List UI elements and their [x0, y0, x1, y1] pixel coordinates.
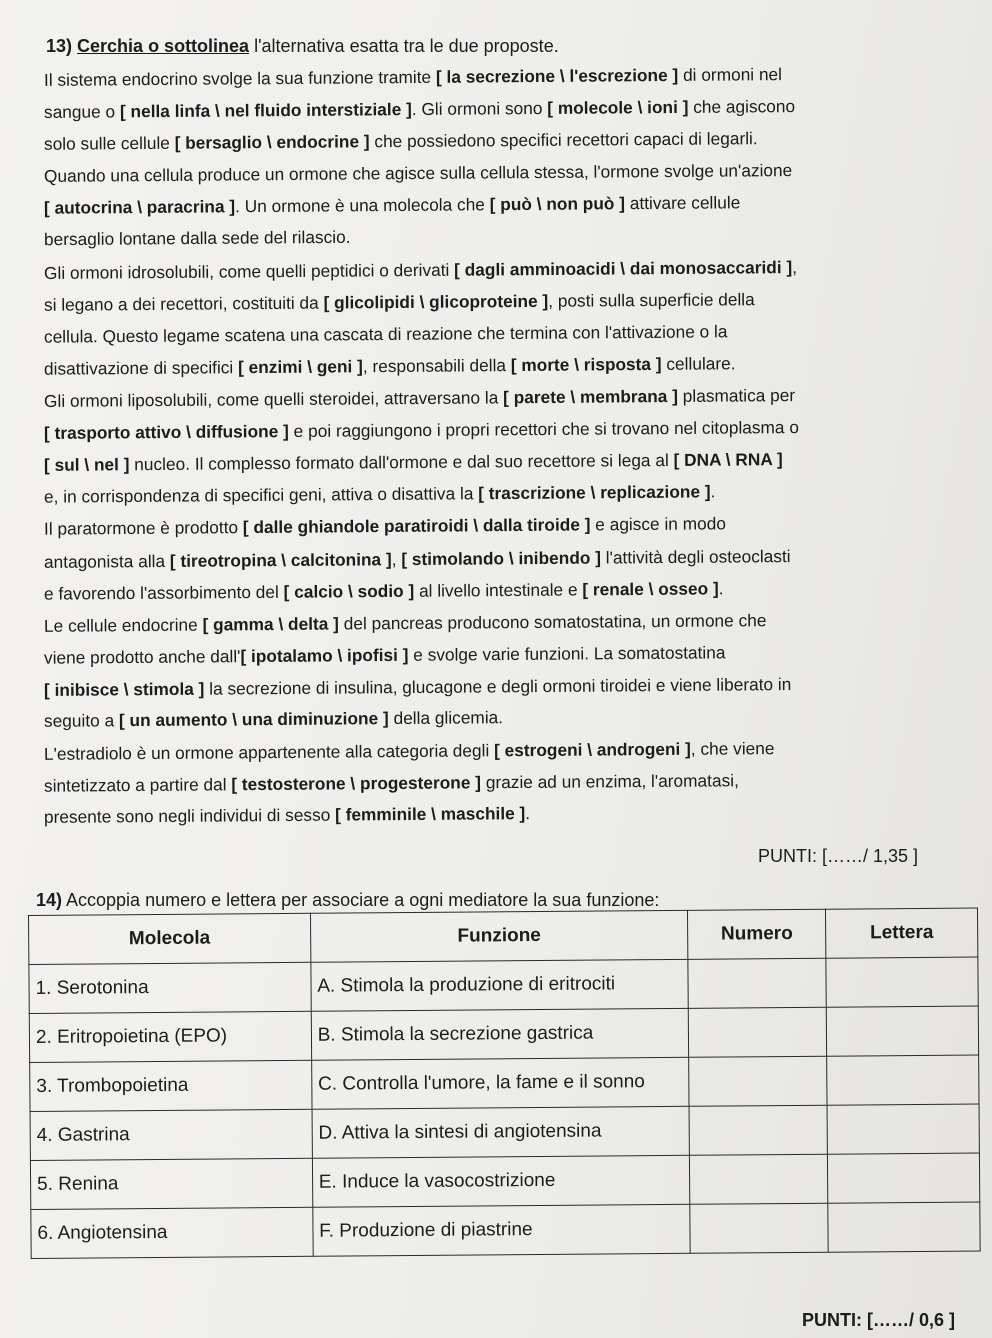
text-segment: plasmatica per: [677, 385, 796, 406]
numero-answer-cell[interactable]: [689, 1105, 827, 1155]
text-segment: della glicemia.: [388, 707, 504, 729]
text-segment: Il sistema endocrino svolge la sua funzione tramite: [43, 66, 436, 90]
text-segment: , posti sulla superficie della: [548, 288, 755, 311]
text-segment: che agiscono: [688, 96, 796, 117]
choice-option-pair[interactable]: [ un aumento \ una diminuzione ]: [118, 708, 389, 731]
choice-option-pair[interactable]: [ ipotalamo \ ipofisi ]: [240, 644, 409, 666]
choice-option-pair[interactable]: [ dalle ghiandole paratiroidi \ dalla tiroide ]: [242, 514, 591, 538]
paragraph-line: [44, 802, 530, 828]
paragraph-line: [44, 384, 795, 412]
funzione-cell: A. Stimola la produzione di eritrociti: [311, 959, 689, 1011]
question-13-title: [46, 36, 559, 57]
text-segment: del pancreas producono somatostatina, un ormone che: [338, 609, 767, 634]
choice-option-pair[interactable]: [ stimolando \ inibendo ]: [401, 547, 602, 569]
paragraph-line: [44, 416, 799, 444]
paragraph-line: [44, 320, 728, 347]
table-row: [29, 1006, 978, 1062]
text-segment: Il paratormone è prodotto: [43, 517, 243, 540]
text-segment: ,: [391, 548, 402, 569]
text-segment: .: [718, 577, 724, 598]
text-segment: cellulare.: [661, 353, 736, 374]
question-13-number: 13): [46, 36, 73, 56]
choice-option-pair[interactable]: [ dagli amminoacidi \ dai monosaccaridi ]: [454, 256, 793, 280]
choice-option-pair[interactable]: [ gamma \ delta ]: [202, 613, 339, 635]
text-segment: e poi raggiungono i propri recettori che si trovano nel citoplasma o: [288, 417, 799, 442]
paragraph-line: [44, 159, 792, 187]
question-13-points: PUNTI: [……/ 1,35 ]: [758, 846, 919, 866]
text-segment: Quando una cellula produce un ormone che agisce sulla cellula stessa, l'ormone svolge un'azione: [43, 160, 793, 187]
paragraph-line: [44, 95, 795, 123]
molecola-cell: 1. Serotonina: [29, 962, 311, 1013]
choice-option-pair[interactable]: [ può \ non può ]: [489, 193, 626, 215]
text-segment: . Gli ormoni sono: [411, 98, 548, 120]
choice-option-pair[interactable]: [ renale \ osseo ]: [582, 577, 719, 600]
lettera-answer-cell[interactable]: [828, 1202, 980, 1252]
numero-answer-cell[interactable]: [689, 1056, 827, 1106]
text-segment: solo sulle cellule: [43, 132, 175, 154]
lettera-answer-cell[interactable]: [827, 1055, 979, 1105]
text-segment: sangue o: [43, 101, 121, 123]
text-segment: .: [525, 803, 531, 824]
choice-option-pair[interactable]: [ bersaglio \ endocrine ]: [174, 131, 370, 153]
table-row: [31, 1202, 980, 1258]
choice-option-pair[interactable]: [ la secrezione \ l'escrezione ]: [435, 64, 679, 87]
funzione-cell: C. Controlla l'umore, la fame e il sonno: [311, 1057, 689, 1109]
molecola-cell: 5. Renina: [30, 1158, 312, 1209]
funzione-cell: B. Stimola la secrezione gastrica: [311, 1008, 689, 1060]
paragraph-line: [44, 609, 767, 637]
question-14-title: [36, 890, 659, 911]
paragraph-line: [44, 127, 758, 155]
table-row: [30, 1153, 979, 1209]
text-segment: che possiedono specifici recettori capaci di legarli.: [369, 128, 758, 152]
question-13-instruction-underlined: Cerchia o sottolinea: [77, 36, 250, 56]
numero-answer-cell[interactable]: [689, 1007, 827, 1057]
text-segment: Gli ormoni idrosolubili, come quelli peptidici o derivati: [43, 259, 455, 283]
header-lettera: Lettera: [826, 908, 978, 958]
paragraph-line: [44, 481, 716, 508]
header-funzione: Funzione: [310, 910, 688, 962]
lettera-answer-cell[interactable]: [827, 1104, 979, 1154]
question-14-instruction: Accoppia numero e lettera per associare a ogni mediatore la sua funzione:: [62, 890, 660, 910]
text-segment: al livello intestinale e: [414, 579, 583, 601]
text-segment: di ormoni nel: [678, 64, 783, 85]
molecola-cell: 3. Trombopoietina: [30, 1060, 312, 1111]
text-segment: Gli ormoni liposolubili, come quelli steroidei, attraversano la: [43, 387, 504, 411]
numero-answer-cell[interactable]: [690, 1154, 828, 1204]
question-14-number: 14): [36, 890, 63, 910]
text-segment: , responsabili della: [362, 354, 511, 377]
paragraph-line: [44, 288, 755, 316]
text-segment: nucleo. Il complesso formato dall'ormone e dal suo recettore si lega al: [129, 450, 674, 475]
funzione-cell: E. Induce la vasocostrizione: [312, 1155, 690, 1207]
funzione-cell: D. Attiva la sintesi di angiotensina: [312, 1106, 690, 1158]
paragraph-line: [44, 352, 736, 379]
molecola-cell: 4. Gastrina: [30, 1109, 312, 1160]
lettera-answer-cell[interactable]: [826, 957, 978, 1007]
text-segment: sintetizzato a partire dal: [43, 774, 232, 796]
choice-option-pair[interactable]: [ trascrizione \ replicazione ]: [478, 481, 711, 504]
choice-option-pair[interactable]: [ calcio \ sodio ]: [283, 580, 415, 602]
paragraph-line: [44, 192, 740, 219]
header-numero: Numero: [688, 909, 826, 959]
text-segment: disattivazione di specifici: [43, 357, 239, 379]
matching-table: [28, 908, 981, 1259]
matching-table-header-row: [29, 908, 978, 964]
choice-option-pair[interactable]: [ nella linfa \ nel fluido interstiziale ]: [119, 99, 412, 122]
text-segment: si legano a dei recettori, costituiti da: [43, 292, 324, 315]
text-segment: L'estradiolo è un ormone appartenente alla categoria degli: [43, 740, 495, 764]
text-segment: presente sono negli individui di sesso: [43, 804, 336, 828]
paragraph-line: [44, 63, 782, 91]
text-segment: ,: [792, 256, 798, 277]
text-segment: l'attività degli osteoclasti: [600, 545, 791, 568]
text-segment: bersaglio lontane dalla sede del rilascio.: [43, 226, 351, 249]
lettera-answer-cell[interactable]: [828, 1153, 980, 1203]
paragraph-line: [44, 673, 791, 701]
paragraph-line: [44, 256, 797, 284]
molecola-cell: 6. Angiotensina: [31, 1207, 313, 1258]
question-14-points: PUNTI: [……/ 0,6 ]: [802, 1310, 956, 1330]
paragraph-line: [44, 577, 724, 604]
table-row: [29, 957, 978, 1013]
text-segment: , che viene: [690, 738, 775, 759]
table-row: [30, 1104, 979, 1160]
text-segment: antagonista alla: [43, 550, 170, 572]
text-segment: e favorendo l'assorbimento del: [43, 581, 284, 604]
choice-option-pair[interactable]: [ femminile \ maschile ]: [335, 803, 526, 825]
text-segment: la secrezione di insulina, glucagone e degli ormoni tiroidei e viene liberato in: [204, 673, 792, 699]
text-segment: viene prodotto anche dall': [43, 645, 241, 668]
table-row: [30, 1055, 979, 1111]
choice-option-pair[interactable]: [ DNA \ RNA ]: [673, 449, 783, 471]
lettera-answer-cell[interactable]: [826, 1006, 978, 1056]
paragraph-line: [44, 706, 503, 732]
molecola-cell: 2. Eritropoietina (EPO): [29, 1011, 311, 1062]
numero-answer-cell[interactable]: [688, 958, 826, 1008]
paragraph-line: [44, 513, 726, 540]
paragraph-line: [44, 769, 739, 796]
choice-option-pair[interactable]: [ autocrina \ paracrina ]: [43, 196, 236, 219]
text-segment: . Un ormone è una molecola che: [235, 194, 490, 217]
choice-option-pair[interactable]: [ testosterone \ progesterone ]: [231, 772, 482, 795]
text-segment: seguito a: [43, 710, 120, 731]
choice-option-pair[interactable]: [ parete \ membrana ]: [503, 385, 679, 408]
text-segment: e svolge varie funzioni. La somatostatina: [408, 642, 726, 665]
text-segment: .: [710, 481, 716, 502]
paragraph-line: [44, 448, 783, 476]
numero-answer-cell[interactable]: [690, 1203, 828, 1253]
funzione-cell: F. Produzione di piastrine: [313, 1204, 691, 1256]
paragraph-line: [44, 225, 351, 249]
choice-option-pair[interactable]: [ glicolipidi \ glicoproteine ]: [323, 290, 549, 313]
text-segment: e, in corrispondenza di specifici geni, attiva o disattiva la: [43, 483, 479, 507]
choice-option-pair[interactable]: [ tireotropina \ calcitonina ]: [169, 548, 392, 571]
header-molecola: Molecola: [29, 913, 311, 964]
text-segment: Le cellule endocrine: [43, 614, 203, 636]
choice-option-pair[interactable]: [ molecole \ ioni ]: [547, 96, 689, 119]
text-segment: grazie ad un enzima, l'aromatasi,: [480, 770, 739, 793]
question-13-instruction: l'alternativa esatta tra le due proposte.: [249, 36, 559, 56]
choice-option-pair[interactable]: [ trasporto attivo \ diffusione ]: [43, 421, 289, 444]
paragraph-line: [44, 545, 791, 573]
text-segment: cellula. Questo legame scatena una cascata di reazione che termina con l'attivazione o la: [43, 321, 728, 347]
text-segment: attivare cellule: [624, 192, 741, 214]
choice-option-pair[interactable]: [ estrogeni \ androgeni ]: [493, 738, 691, 761]
text-segment: e agisce in modo: [590, 513, 726, 535]
paragraph-line: [44, 737, 775, 765]
paragraph-line: [44, 641, 726, 668]
choice-option-pair[interactable]: [ enzimi \ geni ]: [237, 356, 363, 378]
choice-option-pair[interactable]: [ inibisce \ stimola ]: [43, 678, 205, 700]
choice-option-pair[interactable]: [ sul \ nel ]: [43, 454, 130, 476]
choice-option-pair[interactable]: [ morte \ risposta ]: [510, 353, 662, 375]
